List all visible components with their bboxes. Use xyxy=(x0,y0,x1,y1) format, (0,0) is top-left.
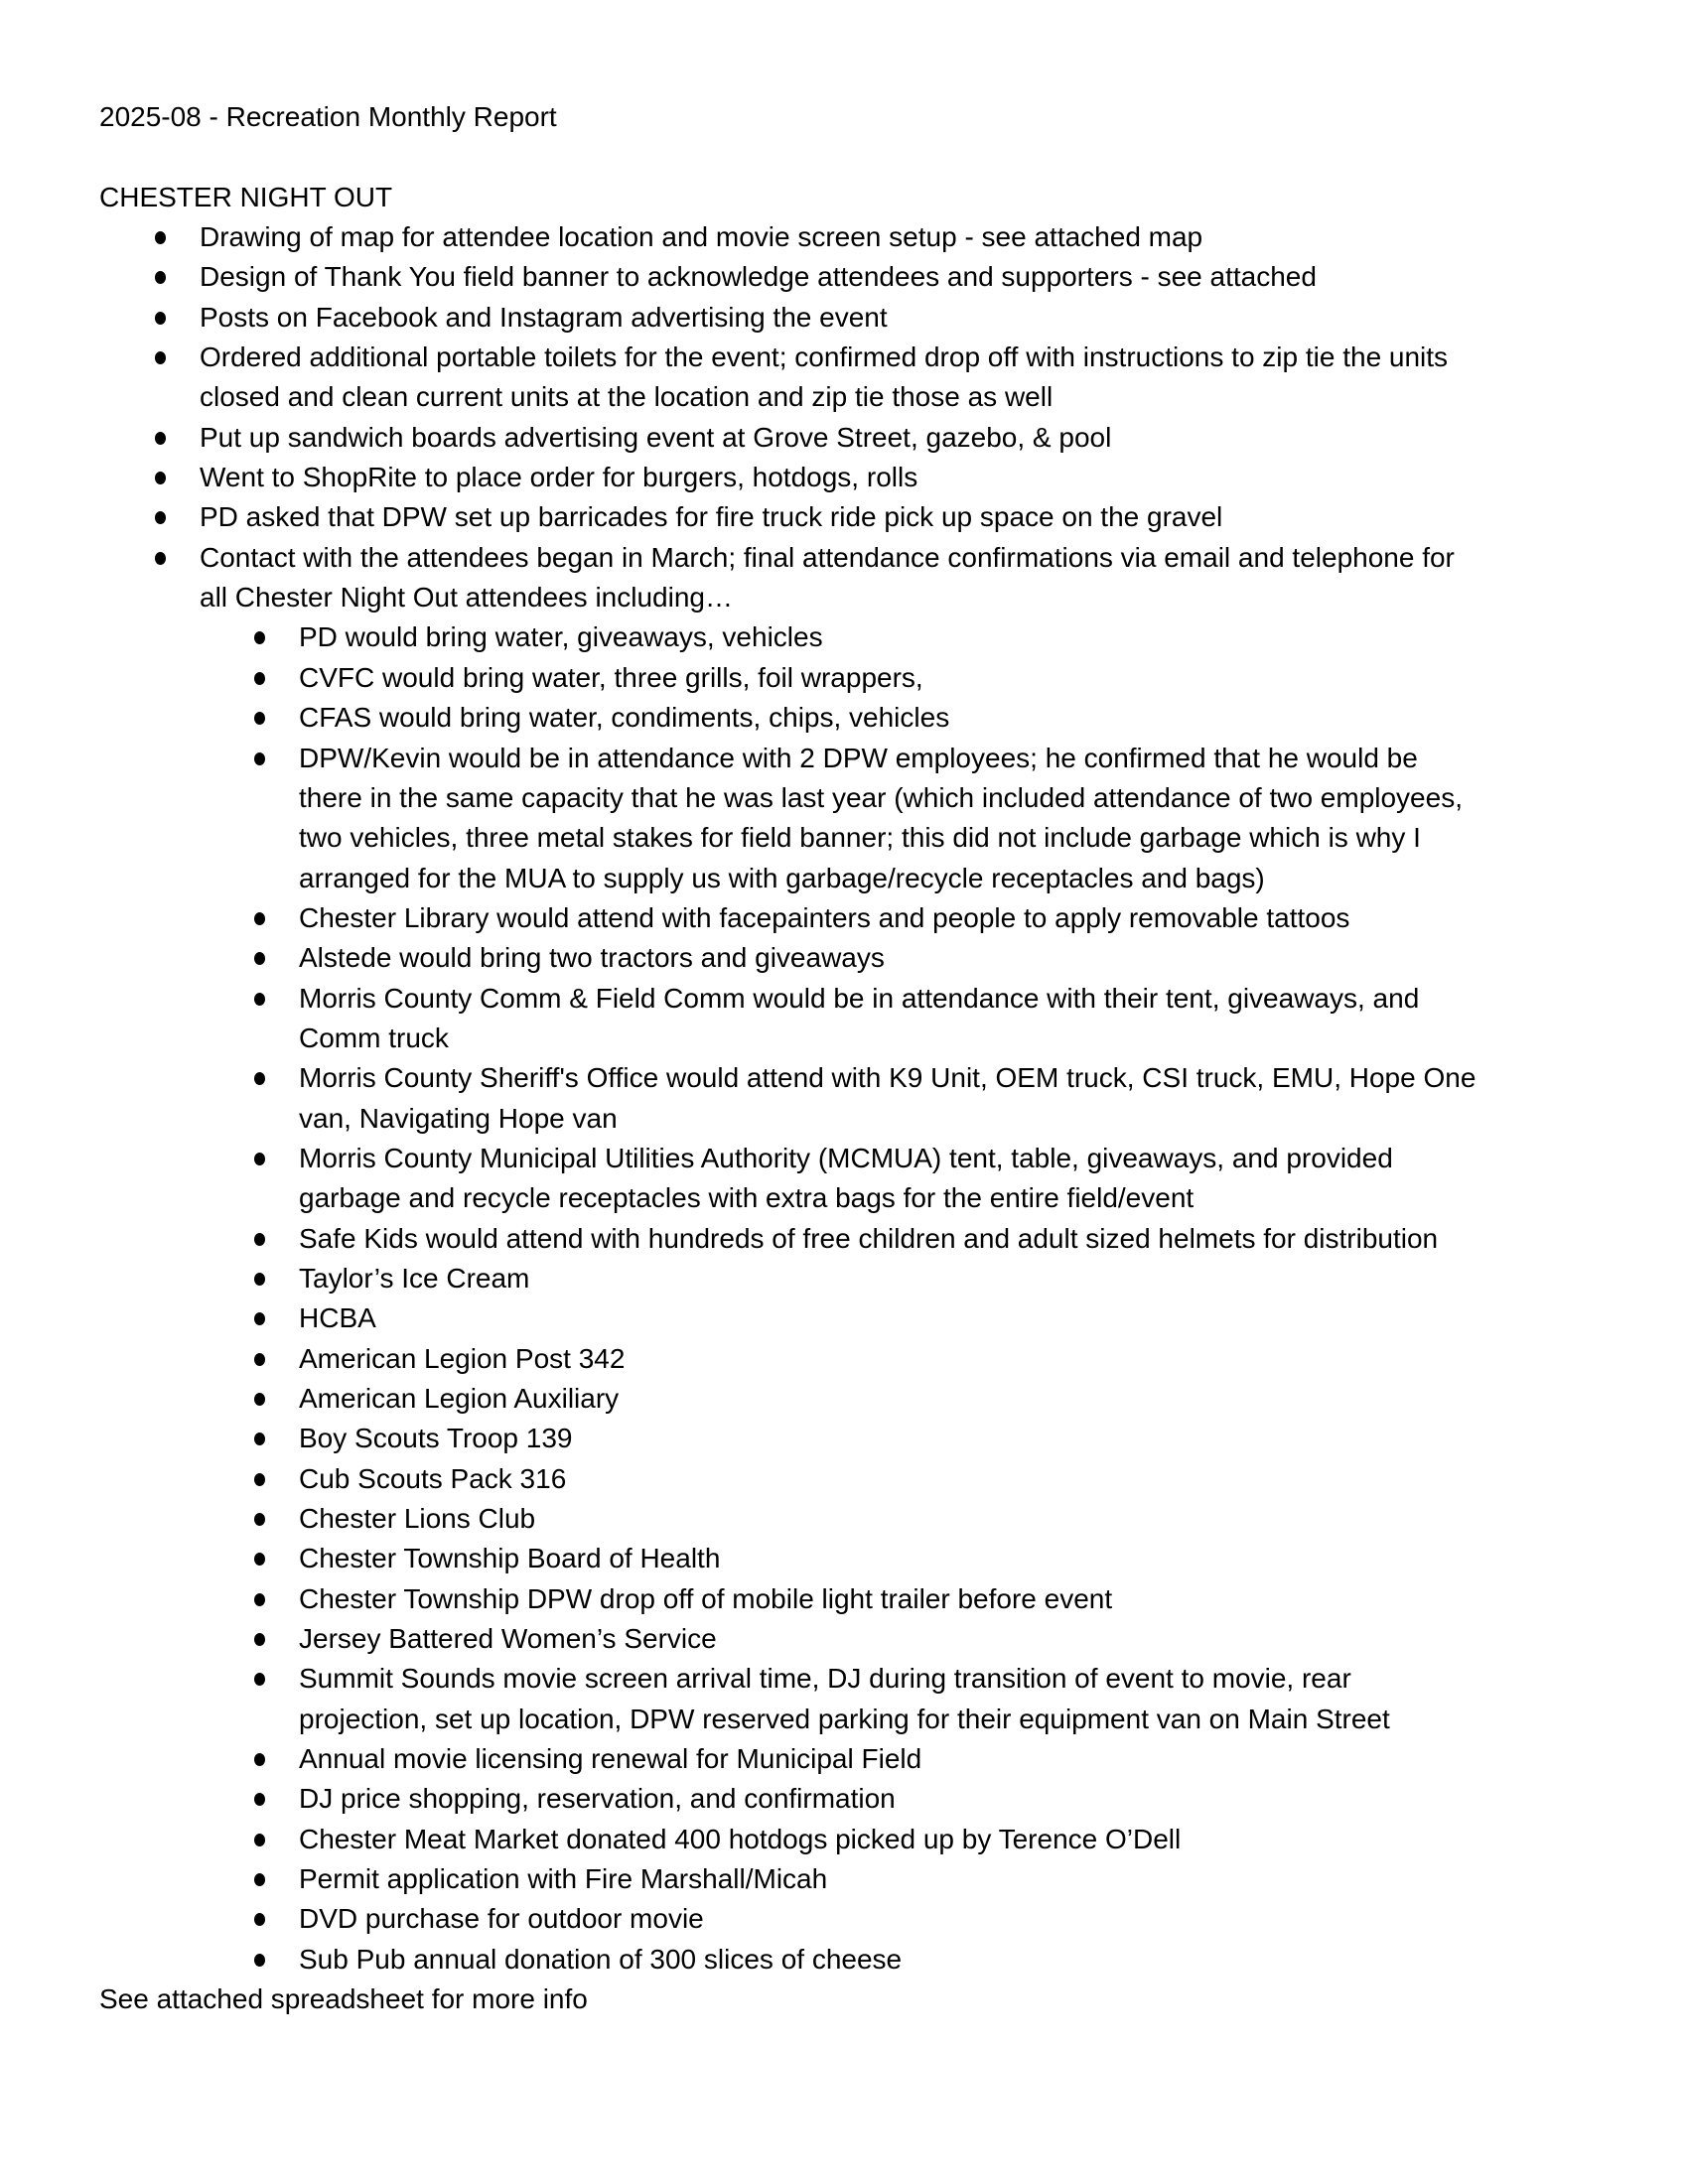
list-item xyxy=(99,1298,1589,1338)
list-item-text: there in the same capacity that he was last year (which included attendance of two employees, xyxy=(299,781,1463,813)
list-item-text: Morris County Comm & Field Comm would be in attendance with their tent, giveaways, and xyxy=(299,982,1420,1014)
bullet-icon xyxy=(254,1954,265,1967)
bullet-icon xyxy=(254,1473,265,1486)
list-item xyxy=(99,658,1589,698)
bullet-icon xyxy=(254,1153,265,1165)
list-item-text: Taylor’s Ice Cream xyxy=(299,1262,530,1294)
list-item-text: Chester Lions Club xyxy=(299,1503,536,1535)
bullet-icon xyxy=(155,472,166,484)
list-item xyxy=(99,1820,1589,1859)
bullet-icon xyxy=(254,752,265,765)
list-item xyxy=(99,1058,1589,1139)
list-item-text: American Legion Auxiliary xyxy=(299,1383,620,1414)
bullet-icon xyxy=(254,912,265,925)
section-heading: CHESTER NIGHT OUT xyxy=(99,181,393,212)
bullet-icon xyxy=(254,1793,265,1806)
list-item-text: Sub Pub annual donation of 300 slices of cheese xyxy=(299,1943,903,1975)
bullet-icon xyxy=(254,1593,265,1606)
bullet-icon xyxy=(254,1513,265,1526)
spacer xyxy=(99,137,1589,177)
bullet-icon xyxy=(254,1753,265,1766)
list-item xyxy=(99,1419,1589,1458)
bullet-icon xyxy=(254,1312,265,1325)
bullet-icon xyxy=(254,1673,265,1686)
list-item xyxy=(99,1139,1589,1219)
list-item-text: Cub Scouts Pack 316 xyxy=(299,1462,567,1494)
list-item xyxy=(99,1339,1589,1379)
list-item-text: Annual movie licensing renewal for Municipal Field xyxy=(299,1743,922,1775)
bullet-icon xyxy=(254,1633,265,1646)
list-item-text: two vehicles, three metal stakes for field banner; this did not include garbage which is why I xyxy=(299,822,1421,854)
list-item-text: Chester Meat Market donated 400 hotdogs picked up by Terence O’Dell xyxy=(299,1823,1182,1854)
bullet-icon xyxy=(155,351,166,364)
list-item-text: CVFC would bring water, three grills, foil wrappers, xyxy=(299,661,923,693)
list-item-text: Permit application with Fire Marshall/Micah xyxy=(299,1863,828,1895)
list-item-text: Ordered additional portable toilets for the event; confirmed drop off with instructions to zip tie the units xyxy=(200,341,1449,373)
list-item xyxy=(99,1259,1589,1298)
list-item xyxy=(99,1539,1589,1578)
bullet-icon xyxy=(254,631,265,644)
list-item-text: projection, set up location, DPW reserved parking for their equipment van on Main Street xyxy=(299,1703,1390,1734)
list-item-text: Chester Library would attend with facepainters and people to apply removable tattoos xyxy=(299,901,1350,933)
list-item xyxy=(99,1779,1589,1819)
list-item xyxy=(99,1940,1589,1979)
list-item xyxy=(99,1579,1589,1619)
list-item-text: arranged for the MUA to supply us with garbage/recycle receptacles and bags) xyxy=(299,862,1265,893)
attendee-sub-list xyxy=(99,617,1589,1979)
list-item-text: PD asked that DPW set up barricades for fire truck ride pick up space on the gravel xyxy=(200,501,1223,533)
list-item-text: American Legion Post 342 xyxy=(299,1342,626,1374)
list-item-text: DPW/Kevin would be in attendance with 2 DPW employees; he confirmed that he would be xyxy=(299,742,1418,773)
list-item xyxy=(99,898,1589,938)
list-item xyxy=(99,1739,1589,1779)
bullet-icon xyxy=(254,1393,265,1406)
list-item-text: Put up sandwich boards advertising event at Grove Street, gazebo, & pool xyxy=(200,421,1112,453)
list-item xyxy=(99,1859,1589,1899)
list-item-text: Went to ShopRite to place order for burgers, hotdogs, rolls xyxy=(200,462,918,493)
list-item xyxy=(99,1219,1589,1259)
bullet-icon xyxy=(254,993,265,1006)
list-item xyxy=(99,1499,1589,1539)
list-item-text: garbage and recycle receptacles with extra bags for the entire field/event xyxy=(299,1182,1195,1214)
list-item xyxy=(99,1659,1589,1739)
list-item-text: Drawing of map for attendee location and movie screen setup - see attached map xyxy=(200,221,1203,253)
bullet-icon xyxy=(155,511,166,524)
list-item-text: Contact with the attendees began in March; final attendance confirmations via email and telephone for xyxy=(200,541,1455,573)
bullet-icon xyxy=(254,1233,265,1246)
bullet-icon xyxy=(254,1273,265,1286)
bullet-icon xyxy=(254,1873,265,1886)
list-item xyxy=(99,1619,1589,1659)
list-item xyxy=(99,497,1589,537)
list-item xyxy=(99,979,1589,1059)
list-item-text: DJ price shopping, reservation, and confirmation xyxy=(299,1783,896,1815)
bullet-icon xyxy=(155,432,166,445)
list-item xyxy=(99,418,1589,458)
bullet-icon xyxy=(254,1913,265,1926)
bullet-icon xyxy=(155,271,166,284)
document-title: 2025-08 - Recreation Monthly Report xyxy=(99,101,557,132)
bullet-icon xyxy=(155,231,166,244)
list-item-text: Design of Thank You field banner to acknowledge attendees and supporters - see attached xyxy=(200,261,1317,293)
bullet-icon xyxy=(254,1433,265,1445)
list-item xyxy=(99,338,1589,418)
list-item-text: Safe Kids would attend with hundreds of free children and adult sized helmets for distribution xyxy=(299,1222,1439,1254)
bullet-icon xyxy=(254,1553,265,1566)
list-item-text: Posts on Facebook and Instagram advertising the event xyxy=(200,301,888,333)
footer-note: See attached spreadsheet for more info xyxy=(99,1983,588,2015)
list-item xyxy=(99,698,1589,738)
list-item xyxy=(99,1379,1589,1419)
list-item-text: Morris County Sheriff's Office would attend with K9 Unit, OEM truck, CSI truck, EMU, Hope One xyxy=(299,1062,1477,1094)
list-item xyxy=(99,1899,1589,1939)
list-item xyxy=(99,298,1589,338)
list-item-text: HCBA xyxy=(299,1302,376,1334)
list-item-text: all Chester Night Out attendees including… xyxy=(200,582,733,614)
document-page xyxy=(99,97,1589,2020)
bullet-icon xyxy=(254,712,265,725)
list-item xyxy=(99,938,1589,978)
bullet-icon xyxy=(254,952,265,965)
list-item-text: Comm truck xyxy=(299,1022,449,1053)
list-item xyxy=(99,257,1589,297)
list-item xyxy=(99,538,1589,618)
list-item-text: CFAS would bring water, condiments, chips, vehicles xyxy=(299,702,950,734)
list-item xyxy=(99,217,1589,257)
bullet-icon xyxy=(254,672,265,685)
list-item-text: closed and clean current units at the location and zip tie those as well xyxy=(200,381,1054,413)
list-item xyxy=(99,458,1589,497)
list-item xyxy=(99,617,1589,657)
list-item-text: DVD purchase for outdoor movie xyxy=(299,1903,704,1935)
list-item xyxy=(99,739,1589,898)
list-item-text: Chester Township DPW drop off of mobile light trailer before event xyxy=(299,1582,1113,1614)
list-item-text: Chester Township Board of Health xyxy=(299,1543,721,1574)
list-item-text: van, Navigating Hope van xyxy=(299,1102,618,1134)
bullet-icon xyxy=(155,312,166,325)
list-item-text: Jersey Battered Women’s Service xyxy=(299,1623,717,1655)
list-item-text: Summit Sounds movie screen arrival time, DJ during transition of event to movie, rear xyxy=(299,1663,1351,1695)
bullet-icon xyxy=(155,552,166,565)
bullet-icon xyxy=(254,1834,265,1846)
list-item-text: Boy Scouts Troop 139 xyxy=(299,1423,573,1454)
list-item-text: Morris County Municipal Utilities Authority (MCMUA) tent, table, giveaways, and provided xyxy=(299,1142,1393,1173)
list-item-text: PD would bring water, giveaways, vehicles xyxy=(299,621,823,653)
bullet-icon xyxy=(254,1072,265,1085)
bullet-icon xyxy=(254,1353,265,1366)
list-item xyxy=(99,1459,1589,1499)
list-item-text: Alstede would bring two tractors and giveaways xyxy=(299,942,885,974)
main-bullet-list xyxy=(99,217,1589,617)
